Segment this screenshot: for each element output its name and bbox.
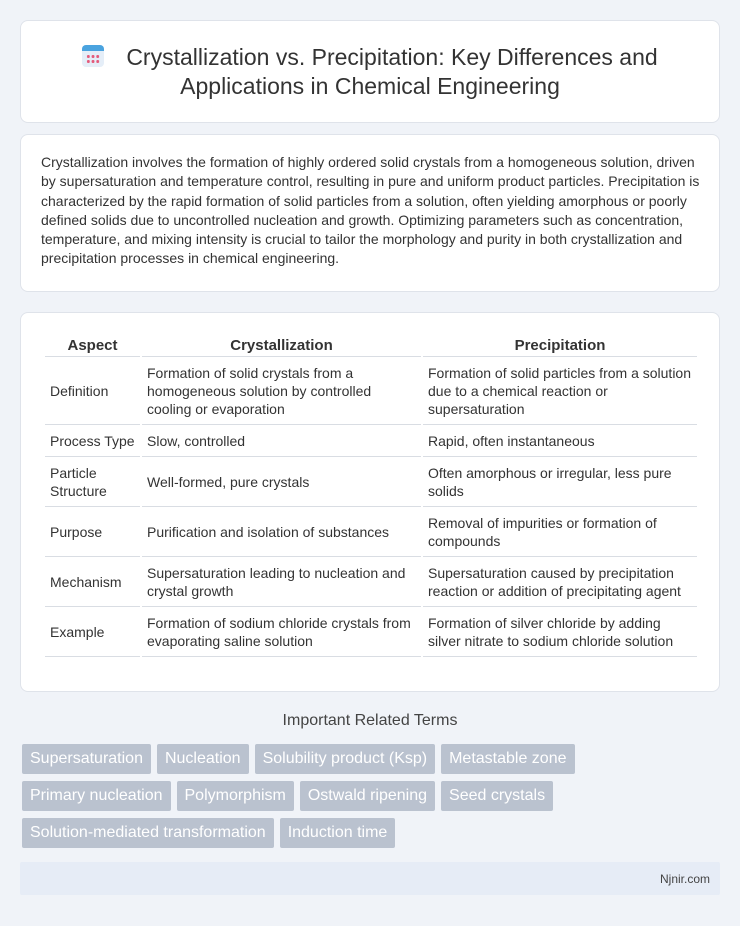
intro-paragraph: Crystallization involves the formation of highly ordered solid crystals from a homogeneous solution, driven by supersaturation and temperature control, resulting in pure and uniform product particles. Precipitation is characterized by the rapid formation of solid particles from a solution, often yielding amorphous or poorly defined solids due to uncontrolled nucleation and growth. Optimizing parameters such as concentration, temperature, and mixing intensity is crucial to tailor the morphology and purity in both crystallization and precipitation processes in chemical engineering. [41, 154, 700, 267]
row-crystallization: Well-formed, pure crystals [142, 457, 421, 507]
row-aspect: Particle Structure [45, 457, 140, 507]
page-title [21, 43, 719, 101]
term-tag[interactable]: Solubility product (Ksp) [255, 744, 436, 774]
term-tag[interactable]: Seed crystals [441, 781, 553, 811]
comparison-table [43, 333, 699, 657]
calendar-icon [82, 45, 104, 67]
term-tag[interactable]: Solution-mediated transformation [22, 818, 274, 848]
row-crystallization: Purification and isolation of substances [142, 507, 421, 557]
tag-row [22, 744, 722, 774]
tag-row [22, 781, 722, 811]
table-header-row [45, 333, 697, 357]
intro-card [20, 134, 720, 292]
related-terms-list [22, 744, 722, 855]
row-aspect: Mechanism [45, 557, 140, 607]
term-tag[interactable]: Induction time [280, 818, 396, 848]
table-row [45, 457, 697, 507]
row-crystallization: Formation of solid crystals from a homogeneous solution by controlled cooling or evaporation [142, 357, 421, 425]
row-crystallization: Formation of sodium chloride crystals from evaporating saline solution [142, 607, 421, 657]
row-aspect: Definition [45, 357, 140, 425]
comparison-card [20, 312, 720, 692]
row-aspect: Purpose [45, 507, 140, 557]
row-crystallization: Supersaturation leading to nucleation and crystal growth [142, 557, 421, 607]
row-precipitation: Supersaturation caused by precipitation reaction or addition of precipitating agent [423, 557, 697, 607]
row-precipitation: Often amorphous or irregular, less pure solids [423, 457, 697, 507]
row-crystallization: Slow, controlled [142, 425, 421, 457]
term-tag[interactable]: Supersaturation [22, 744, 151, 774]
row-precipitation: Rapid, often instantaneous [423, 425, 697, 457]
header-precipitation: Precipitation [423, 333, 697, 357]
term-tag[interactable]: Primary nucleation [22, 781, 171, 811]
row-precipitation: Formation of solid particles from a solution due to a chemical reaction or supersaturation [423, 357, 697, 425]
table-row [45, 425, 697, 457]
footer [20, 862, 720, 895]
row-aspect: Example [45, 607, 140, 657]
row-precipitation: Removal of impurities or formation of compounds [423, 507, 697, 557]
term-tag[interactable]: Metastable zone [441, 744, 574, 774]
footer-site[interactable]: Njnir.com [659, 872, 710, 886]
title-line-1: Crystallization vs. Precipitation: Key Differences and [126, 44, 658, 70]
tag-row [22, 818, 722, 848]
term-tag[interactable]: Ostwald ripening [300, 781, 435, 811]
title-card [20, 20, 720, 123]
header-crystallization: Crystallization [142, 333, 421, 357]
term-tag[interactable]: Nucleation [157, 744, 249, 774]
table-row [45, 507, 697, 557]
row-aspect: Process Type [45, 425, 140, 457]
term-tag[interactable]: Polymorphism [177, 781, 294, 811]
header-aspect: Aspect [45, 333, 140, 357]
table-row [45, 607, 697, 657]
title-line-2: Applications in Chemical Engineering [180, 73, 560, 99]
related-terms-title: Important Related Terms [282, 712, 458, 729]
table-row [45, 357, 697, 425]
row-precipitation: Formation of silver chloride by adding silver nitrate to sodium chloride solution [423, 607, 697, 657]
table-row [45, 557, 697, 607]
